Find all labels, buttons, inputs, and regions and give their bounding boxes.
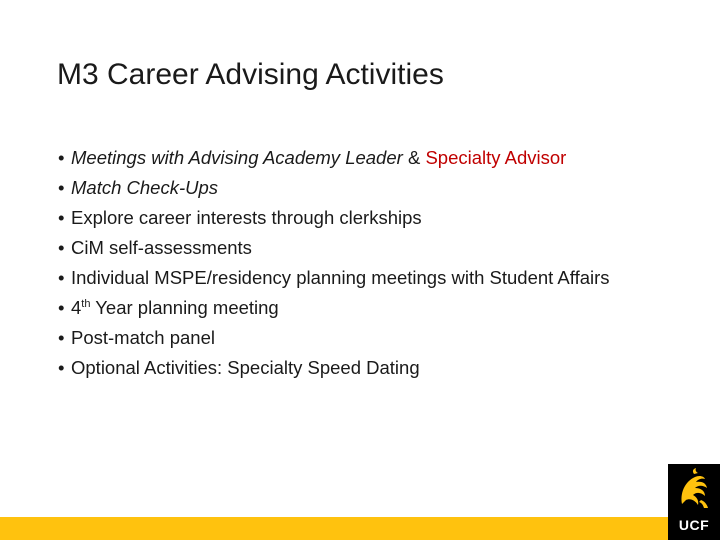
logo-text: UCF xyxy=(678,517,710,533)
bullet-item xyxy=(58,237,658,259)
footer-bar xyxy=(0,517,668,540)
bullet-superscript: th xyxy=(81,298,91,310)
bullet-item xyxy=(58,147,658,169)
bullet-text: Individual MSPE/residency planning meetings with Student Affairs xyxy=(71,267,610,288)
bullet-text: Optional Activities: Specialty Speed Dating xyxy=(71,357,420,378)
bullet-connector: & xyxy=(402,147,426,168)
bullet-item xyxy=(58,267,631,289)
bullet-item xyxy=(58,357,658,379)
pegasus-icon xyxy=(668,464,720,516)
bullet-item xyxy=(58,177,658,199)
bullet-text: Explore career interests through clerkships xyxy=(71,207,422,228)
bullet-list xyxy=(58,147,658,387)
bullet-highlight: Specialty Advisor xyxy=(425,147,567,168)
ucf-logo xyxy=(668,464,720,540)
bullet-text: Match Check-Ups xyxy=(71,177,219,198)
bullet-item xyxy=(58,327,658,349)
bullet-text: Meetings with Advising Academy Leader xyxy=(71,147,403,168)
slide-title: M3 Career Advising Activities xyxy=(57,58,444,91)
bullet-item xyxy=(58,207,658,229)
bullet-text: CiM self-assessments xyxy=(71,237,252,258)
bullet-text: Year planning meeting xyxy=(90,297,279,318)
bullet-number: 4 xyxy=(71,297,82,318)
bullet-item xyxy=(58,297,658,319)
bullet-text: Post-match panel xyxy=(71,327,215,348)
